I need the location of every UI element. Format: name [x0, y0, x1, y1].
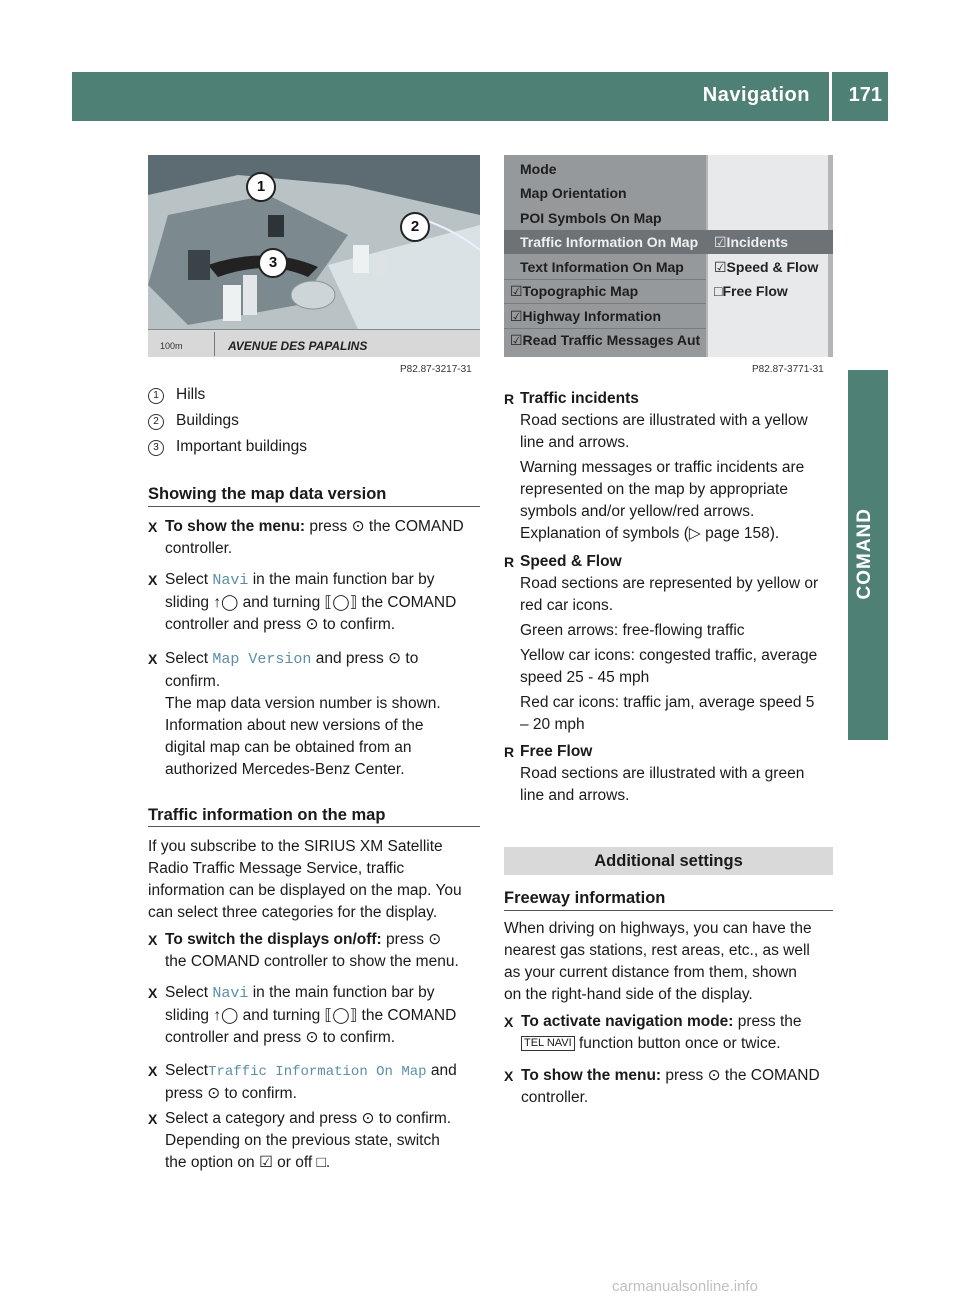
- callout-3: 3: [258, 248, 288, 278]
- press-icon: ⊙: [428, 931, 442, 948]
- menu-item-mode: Mode: [520, 161, 557, 177]
- press-icon: ⊙: [388, 650, 402, 667]
- step-marker: X: [148, 572, 158, 588]
- press-icon: ⊙: [707, 1067, 721, 1084]
- heading-rule: [148, 826, 480, 827]
- callout-1: 1: [246, 172, 276, 202]
- section-heading-traffic: Traffic information on the map: [148, 806, 386, 824]
- press-icon: ⊙: [305, 616, 319, 633]
- legend-text: Hills: [176, 386, 206, 403]
- section-heading-freeway: Freeway information: [504, 889, 666, 907]
- map-status-divider: [214, 332, 215, 356]
- menu-figure: [504, 155, 833, 357]
- heading-rule: [504, 910, 833, 911]
- figure-1-code: P82.87-3217-31: [400, 364, 472, 375]
- page-number: 171: [848, 84, 882, 106]
- bullet-marker: R: [504, 744, 515, 760]
- map-status-bar: [148, 329, 480, 357]
- step-marker: X: [148, 985, 158, 1001]
- additional-settings-title: Additional settings: [594, 852, 743, 870]
- menu-item-read-traffic-messages: ☑Read Traffic Messages Aut: [510, 332, 701, 348]
- map-figure: [148, 155, 480, 357]
- map-illustration: [148, 155, 480, 329]
- step-marker: X: [148, 651, 158, 667]
- heading-rule: [148, 506, 480, 507]
- additional-settings-banner: [504, 847, 833, 875]
- legend-number: 2: [148, 414, 164, 430]
- checkbox-on-icon: ☑: [258, 1154, 273, 1171]
- legend-text: Important buildings: [176, 438, 307, 455]
- option-speed-flow: ☑Speed & Flow: [714, 259, 819, 275]
- press-icon: ⊙: [207, 1085, 221, 1102]
- legend-number: 3: [148, 440, 164, 456]
- header-separator: [829, 72, 832, 121]
- menu-item-traffic-information-label: Traffic Information On Map: [520, 234, 699, 250]
- step-marker: X: [148, 932, 158, 948]
- press-icon: ⊙: [361, 1110, 375, 1127]
- figure-2-code: P82.87-3771-31: [752, 364, 824, 375]
- menu-item-highway-information: ☑Highway Information: [510, 308, 661, 324]
- press-icon: ⊙: [351, 518, 365, 535]
- legend-item: [148, 384, 205, 406]
- footer-watermark: carmanualsonline.info: [612, 1278, 758, 1295]
- press-icon: ⊙: [305, 1029, 319, 1046]
- callout-2: 2: [400, 212, 430, 242]
- side-tab-label: COMAND: [854, 508, 875, 600]
- tel-navi-button-icon: TEL NAVI: [521, 1036, 575, 1051]
- legend-text: Buildings: [176, 412, 239, 429]
- legend-item: [148, 436, 307, 458]
- bullet-marker: R: [504, 554, 515, 570]
- legend-item: [148, 410, 239, 432]
- option-free-flow: □Free Flow: [714, 283, 788, 299]
- checkbox-off-icon: □: [316, 1154, 326, 1171]
- legend-number: 1: [148, 388, 164, 404]
- step-marker: X: [504, 1014, 514, 1030]
- step-marker: X: [148, 1063, 158, 1079]
- menu-item-map-orientation: Map Orientation: [520, 185, 627, 201]
- chapter-title: Navigation: [702, 84, 810, 106]
- step-marker: X: [148, 519, 158, 535]
- section-heading-map-version: Showing the map data version: [148, 485, 387, 503]
- menu-item-topographic-map: ☑Topographic Map: [510, 283, 639, 299]
- header-bar: [72, 72, 888, 121]
- map-scale: 100m: [160, 341, 183, 351]
- bullet-marker: R: [504, 391, 515, 407]
- traffic-intro: If you subscribe to the SIRIUS XM Satellite Radio Traffic Message Service, traffic information can be displayed on the map. You can select three categories for the display.: [148, 838, 462, 921]
- menu-item-poi-symbols: POI Symbols On Map: [520, 210, 662, 226]
- freeway-text: When driving on highways, you can have the nearest gas stations, rest areas, etc., as well as your current distance from them, shown on the right-hand side of the display.: [504, 920, 812, 1003]
- step-marker: X: [148, 1111, 158, 1127]
- option-incidents: ☑Incidents: [714, 234, 789, 250]
- street-name: AVENUE DES PAPALINS: [228, 339, 368, 353]
- menu-item-text-information: Text Information On Map: [520, 259, 684, 275]
- side-tab: [848, 370, 888, 740]
- step-marker: X: [504, 1068, 514, 1084]
